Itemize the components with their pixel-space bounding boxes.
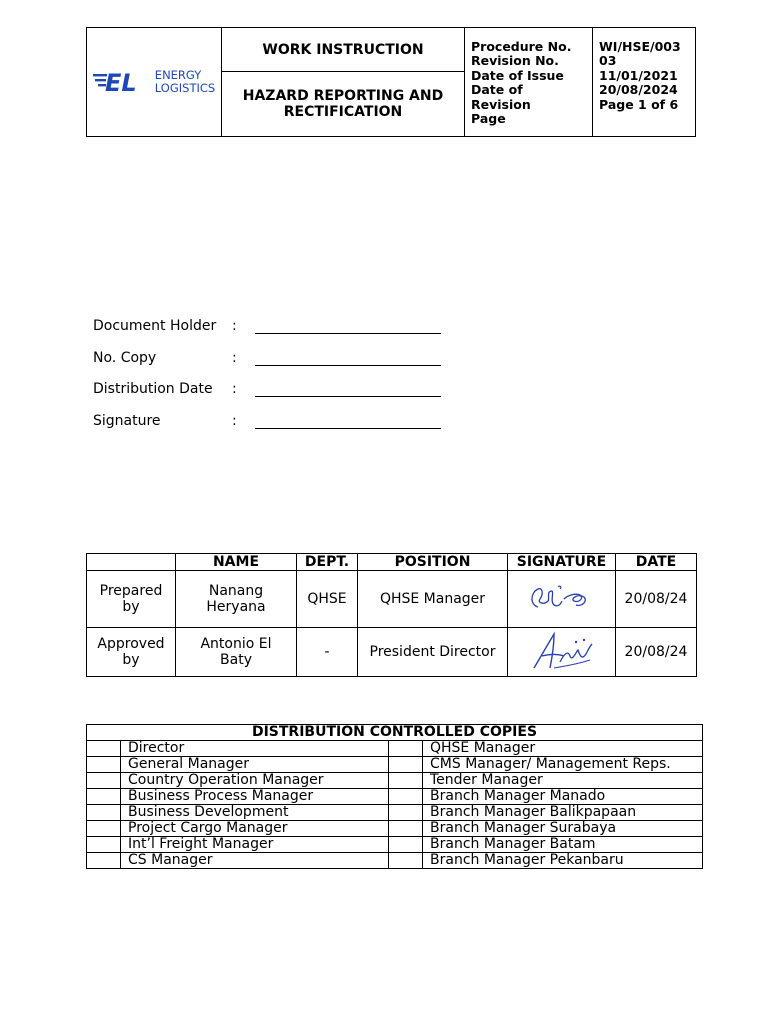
approval-role xyxy=(87,571,176,628)
form-blank-line xyxy=(255,428,441,429)
distribution-row xyxy=(87,773,703,789)
distribution-recipient: Project Cargo Manager xyxy=(121,821,389,837)
copy-checkbox-cell xyxy=(87,741,121,757)
distribution-recipient: CMS Manager/ Management Reps. xyxy=(423,757,703,773)
meta-label-page: Page xyxy=(471,111,506,127)
distribution-body xyxy=(87,741,703,869)
distribution-recipient: QHSE Manager xyxy=(423,741,703,757)
col-header-position: POSITION xyxy=(358,554,508,571)
distribution-recipient: Int’l Freight Manager xyxy=(121,837,389,853)
distribution-recipient: Branch Manager Balikpapaan xyxy=(423,805,703,821)
meta-values xyxy=(593,28,696,137)
form-blank-line xyxy=(255,333,441,334)
document-title-text: HAZARD REPORTING AND RECTIFICATION xyxy=(242,88,444,120)
form-label: Signature xyxy=(93,413,161,429)
energy-logistics-logo-icon xyxy=(93,70,151,94)
approval-date: 20/08/24 xyxy=(616,628,697,677)
role-text: Prepared by xyxy=(99,583,163,615)
distribution-row xyxy=(87,757,703,773)
distribution-table xyxy=(86,724,703,869)
distribution-recipient: Business Process Manager xyxy=(121,789,389,805)
company-logo xyxy=(87,28,222,137)
distribution-row xyxy=(87,853,703,869)
distribution-row xyxy=(87,805,703,821)
copy-checkbox-cell xyxy=(87,789,121,805)
name-text: Nanang Heryana xyxy=(206,583,266,615)
logo-wordmark xyxy=(155,69,215,95)
distribution-title: DISTRIBUTION CONTROLLED COPIES xyxy=(87,725,703,741)
approval-position: President Director xyxy=(358,628,508,677)
distribution-row xyxy=(87,837,703,853)
copy-checkbox-cell xyxy=(389,821,423,837)
name-text: Antonio El Baty xyxy=(200,636,272,668)
approval-name xyxy=(176,571,297,628)
copy-checkbox-cell xyxy=(87,805,121,821)
meta-label-revision: Revision No. xyxy=(471,53,559,69)
copy-checkbox-cell xyxy=(389,757,423,773)
handwritten-signature-icon xyxy=(524,628,600,672)
copy-checkbox-cell xyxy=(389,853,423,869)
distribution-recipient: Branch Manager Batam xyxy=(423,837,703,853)
form-label: Document Holder xyxy=(93,318,217,334)
distribution-recipient: General Manager xyxy=(121,757,389,773)
distribution-recipient: Branch Manager Surabaya xyxy=(423,821,703,837)
col-header-date: DATE xyxy=(616,554,697,571)
meta-value-procedure: WI/HSE/003 xyxy=(599,39,681,54)
role-text: Approved by xyxy=(97,636,165,668)
distribution-recipient: Director xyxy=(121,741,389,757)
col-header-name: NAME xyxy=(176,554,297,571)
approval-dept: QHSE xyxy=(297,571,358,628)
form-colon: : xyxy=(232,381,237,397)
meta-value-page: Page 1 of 6 xyxy=(599,96,679,112)
distribution-recipient: Branch Manager Manado xyxy=(423,789,703,805)
col-header-role xyxy=(87,554,176,571)
approval-role xyxy=(87,628,176,677)
col-header-signature: SIGNATURE xyxy=(508,554,616,571)
logo-line1: ENERGY xyxy=(154,68,202,82)
meta-label-procedure: Procedure No. xyxy=(471,39,572,54)
copy-checkbox-cell xyxy=(87,837,121,853)
distribution-row xyxy=(87,741,703,757)
copy-checkbox-cell xyxy=(389,837,423,853)
copy-checkbox-cell xyxy=(389,805,423,821)
meta-value-issue-date: 11/01/2021 xyxy=(599,67,678,83)
meta-labels xyxy=(465,28,593,137)
copy-checkbox-cell xyxy=(389,741,423,757)
distribution-row xyxy=(87,789,703,805)
approval-row-prepared xyxy=(87,571,697,628)
distribution-recipient: Tender Manager xyxy=(423,773,703,789)
logo-mark: EL xyxy=(104,70,137,94)
approval-signature xyxy=(508,571,616,628)
meta-label-revision-date: Date of Revision xyxy=(471,82,531,112)
meta-value-revision: 03 xyxy=(599,53,617,69)
form-label: No. Copy xyxy=(93,350,157,366)
distribution-recipient: Country Operation Manager xyxy=(121,773,389,789)
approval-dept: - xyxy=(297,628,358,677)
form-label: Distribution Date xyxy=(93,381,213,397)
form-colon: : xyxy=(232,413,237,429)
copy-checkbox-cell xyxy=(87,773,121,789)
meta-value-revision-date: 20/08/2024 xyxy=(599,82,678,98)
approval-name xyxy=(176,628,297,677)
logo-line2: LOGISTICS xyxy=(154,81,216,95)
approval-position: QHSE Manager xyxy=(358,571,508,628)
distribution-recipient: CS Manager xyxy=(121,853,389,869)
document-type: WORK INSTRUCTION xyxy=(222,28,465,72)
distribution-recipient: Branch Manager Pekanbaru xyxy=(423,853,703,869)
form-blank-line xyxy=(255,396,441,397)
copy-checkbox-cell xyxy=(389,789,423,805)
approval-row-approved xyxy=(87,628,697,677)
approval-signature xyxy=(508,628,616,677)
distribution-row xyxy=(87,821,703,837)
distribution-recipient: Business Development xyxy=(121,805,389,821)
document-header xyxy=(86,27,696,137)
copy-checkbox-cell xyxy=(87,757,121,773)
meta-label-issue-date: Date of Issue xyxy=(471,67,564,83)
approval-header-row xyxy=(87,554,697,571)
form-blank-line xyxy=(255,365,441,366)
form-colon: : xyxy=(232,318,237,334)
copy-checkbox-cell xyxy=(87,821,121,837)
document-title xyxy=(222,72,465,137)
col-header-dept: DEPT. xyxy=(297,554,358,571)
form-colon: : xyxy=(232,350,237,366)
approval-table xyxy=(86,553,697,677)
copy-checkbox-cell xyxy=(389,773,423,789)
handwritten-signature-icon xyxy=(524,579,600,615)
copy-checkbox-cell xyxy=(87,853,121,869)
approval-date: 20/08/24 xyxy=(616,571,697,628)
